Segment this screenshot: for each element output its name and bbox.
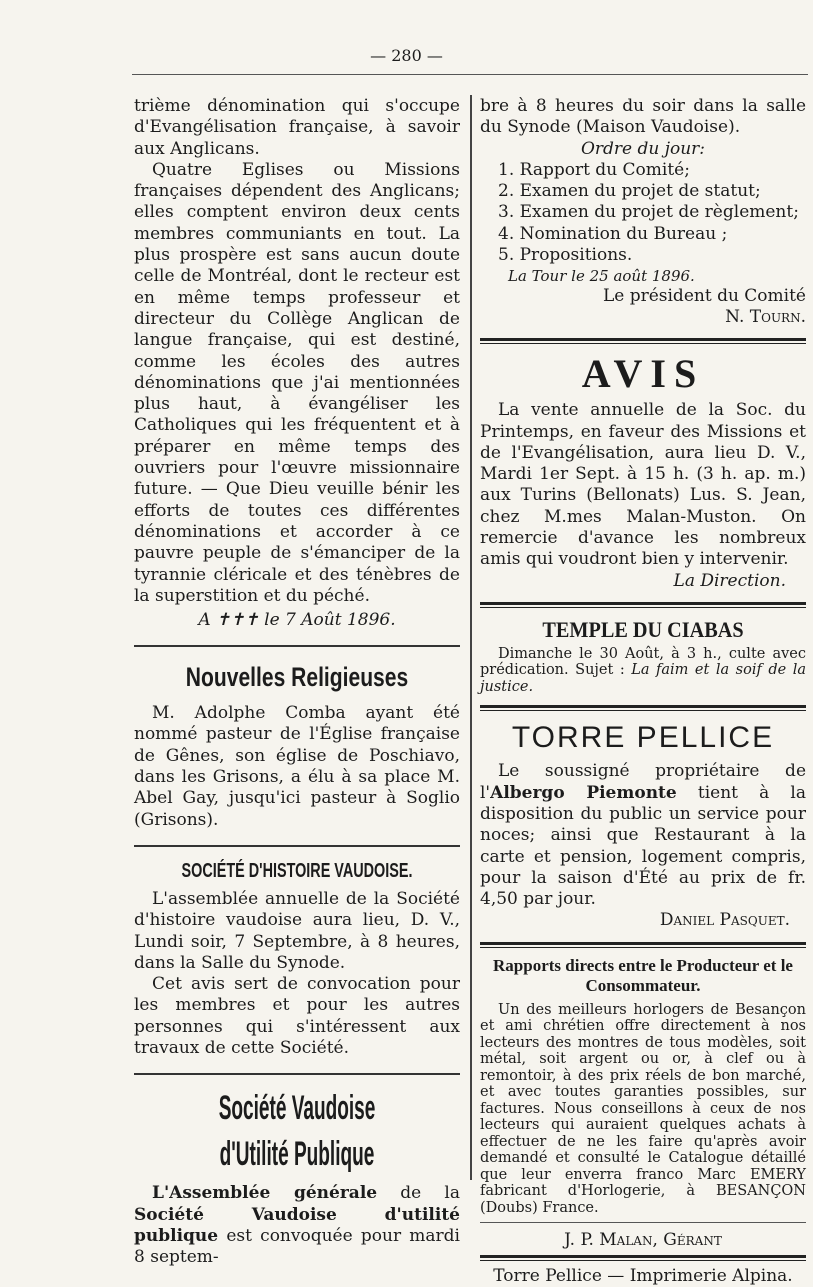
convocation-continuation: bre à 8 heures du soir dans la salle du Synode (Maison Vaudoise).	[480, 96, 806, 138]
section-rule	[480, 1255, 806, 1261]
temple-heading: TEMPLE DU CIABAS	[542, 616, 744, 642]
section-rule	[134, 1073, 460, 1075]
left-column	[134, 96, 460, 1268]
bold-phrase: L'Assemblée générale	[152, 1183, 378, 1204]
agenda-item: 3. Examen du projet de règlement;	[498, 202, 799, 223]
section-rule	[480, 602, 806, 608]
gerant-line: J. P. Malan, Gérant	[564, 1230, 722, 1251]
header-rule	[132, 74, 808, 75]
ordre-du-jour-label: Ordre du jour:	[580, 138, 706, 159]
torre-pellice-signature: Daniel Pasquet.	[659, 910, 790, 931]
agenda-item: 4. Nomination du Bureau ;	[498, 223, 728, 244]
text-run: tient à la disposition du public un service pour noces; ainsi que Restaurant à la carte et pension, logement compris, pour la saison d'Été au prix de fr. 4,50 par jour.	[480, 782, 806, 910]
section-rule	[480, 705, 806, 711]
avis-heading: AVIS	[581, 351, 705, 397]
agenda-item: 5. Propositions.	[498, 245, 633, 266]
section-rule	[134, 845, 460, 847]
printer-imprint: Torre Pellice — Imprimerie Alpina.	[493, 1266, 793, 1287]
societe-histoire-heading: SOCIÉTÉ D'HISTOIRE VAUDOISE.	[181, 859, 413, 882]
article-paragraph: Quatre Eglises ou Missions françaises dépendent des Anglicans; elles comptent environ deux cents membres communiants en tout. La plus prospère est sans aucun doute celle de Montréal, dont le recteur est en même temps professeur et directeur du Collège Anglican de langue française, qui est destiné, comme les écoles des autres dénominations que j'ai mentionnées plus haut, à évangéliser les Catholiques qui les fréquentent et à préparer en même temps des ouvriers pour l'œuvre missionnaire future. — Que Dieu veuille bénir les efforts de toutes ces différentes dénominations et accorder à ce pauvre peuple de s'émanciper de la tyrannie cléricale et des ténèbres de la superstition et du péché.	[134, 159, 460, 606]
rapports-heading: Rapports directs entre le Producteur et le Consommateur.	[493, 955, 793, 995]
avis-signature: La Direction.	[673, 570, 786, 591]
agenda-list	[498, 160, 806, 267]
nouvelles-religieuses-heading: Nouvelles Religieuses	[185, 662, 409, 693]
president-name: N. Tourn.	[725, 306, 806, 327]
text-run: est convoquée pour mardi 8 septem-	[134, 1225, 460, 1268]
torre-pellice-heading: TORRE PELLICE	[511, 721, 775, 755]
right-column	[480, 96, 806, 1287]
page-number: — 280 —	[370, 46, 443, 65]
text-run: Le soussigné propriétaire de l'	[480, 761, 806, 803]
article-continuation: trième dénomination qui s'occupe d'Evangélisation française, à savoir aux Anglicans.	[134, 96, 460, 159]
avis-text: La vente annuelle de la Soc. du Printemps, en faveur des Missions et de l'Evangélisation, aura lieu D. V., Mardi 1er Sept. à 15 h. (3 h. ap. m.) aux Turins (Bellonats) Lus. S. Jean, chez M.mes Malan-Muston. On remercie d'avance les nombreux amis qui voudront bien y intervenir.	[480, 400, 806, 570]
agenda-item: 1. Rapport du Comité;	[498, 159, 690, 180]
bold-phrase: Albergo Piemonte	[490, 782, 677, 803]
section-rule	[480, 942, 806, 948]
president-title: Le président du Comité	[602, 285, 806, 306]
column-divider	[470, 95, 472, 1180]
section-rule	[480, 1222, 806, 1223]
societe-histoire-paragraph: L'assemblée annuelle de la Société d'histoire vaudoise aura lieu, D. V., Lundi soir, 7 Septembre, à 8 heures, dans la Salle du Synode.	[134, 888, 460, 973]
section-rule	[134, 645, 460, 647]
convocation-date: La Tour le 25 août 1896.	[508, 266, 695, 285]
societe-utilite-heading: Société Vaudoise d'Utilité Publique	[218, 1089, 376, 1174]
societe-utilite-text	[134, 1183, 460, 1268]
section-rule	[480, 338, 806, 344]
societe-histoire-paragraph: Cet avis sert de convocation pour les membres et pour les autres personnes qui s'intéressent aux travaux de cette Société.	[134, 974, 460, 1058]
text-run: Dimanche le 30 Août, à 3 h., culte avec prédication. Sujet :	[480, 645, 806, 679]
text-run: de la	[377, 1183, 461, 1204]
sermon-subject: La faim et la soif de la justice.	[480, 662, 806, 695]
torre-pellice-text	[480, 761, 806, 910]
bold-phrase: Société Vaudoise d'utilité publique	[134, 1204, 460, 1246]
nouvelles-religieuses-text: M. Adolphe Comba ayant été nommé pasteur de l'Église française de Gênes, son église de Poschiavo, dans les Grisons, a élu à sa place M. Abel Gay, jusqu'ici pasteur à Soglio (Grisons).	[134, 703, 460, 830]
temple-text	[480, 646, 806, 696]
agenda-item: 2. Examen du projet de statut;	[498, 181, 761, 201]
article-signature: A ✝✝✝ le 7 Août 1896.	[198, 610, 396, 631]
rapports-text: Un des meilleurs horlogers de Besançon et ami chrétien offre directement à nos lecteurs des montres de tous modèles, soit métal, soit argent ou or, à clef ou à remontoir, à des prix réels de bon marché, et avec toutes garanties possibles, sur factures. Nous conseillons à ceux de nos lecteurs qui auraient quelques achats à effectuer de ne les faire qu'après avoir demandé et consulté le Catalogue détaillé que leur enverra franco Marc EMERY fabricant d'Horlogerie, à BESANÇON (Doubs) France.	[480, 1001, 806, 1216]
